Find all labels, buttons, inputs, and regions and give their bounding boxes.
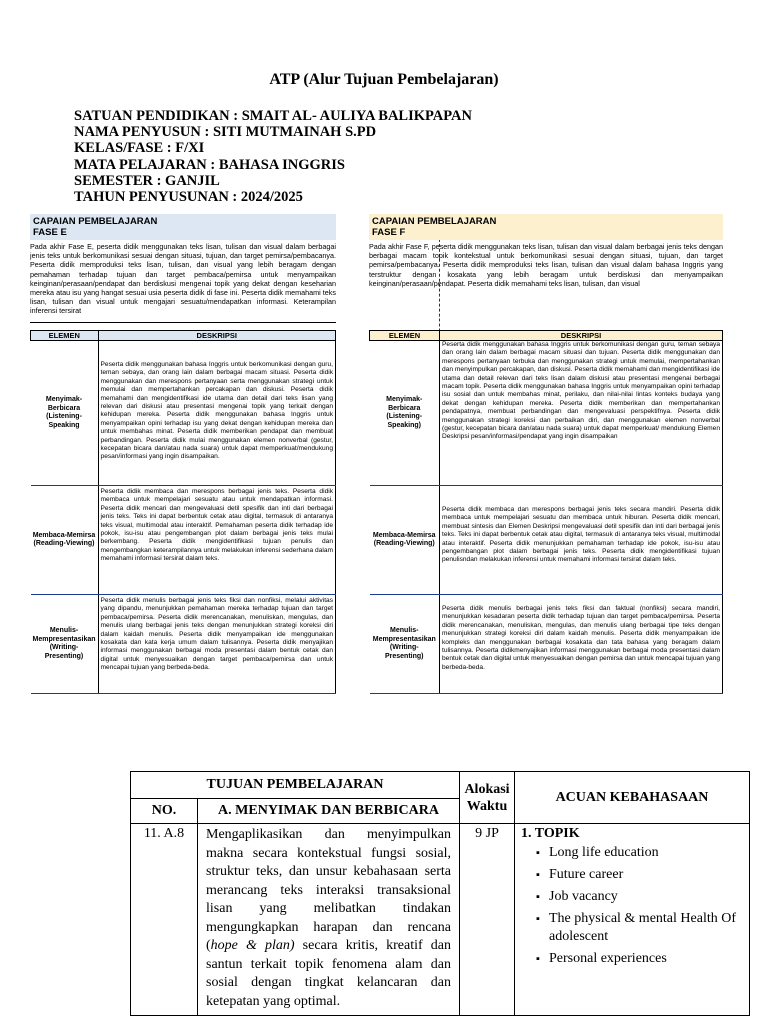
elemen-desc: Peserta didik menggunakan bahasa Inggris untuk berkomunikasi dengan guru, teman sebaya dan orang lain dalam berbagai macam situasi dan tujuan. Peserta didik menggunakan dan merespons pertanyaan terbuka dan menggunakan strategi untuk memulai, mempertahankan dan menyimpulkan percakapan, dan diskusi. Peserta didik memahami dan mengidentifikasi ide utama dan detail relevan dari teks lisan dalam diskusi atau presentasi mengenai berbagai macam topik. Peserta didik menggunakan bahasa Inggris untuk menyampaikan opini terhadap isu sosial dan untuk membahas minat, perilaku, dan nilai-nilai lintas konteks budaya yang dekat dengan kehidupan mereka. Peserta didik memberikan dan mempertahankan pendapatnya, membuat perbandingan dan mengevaluasi perspektifnya. Peserta didik menggunakan strategi koreksi dan perbaikan diri, dan menggunakan elemen nonverbal (gestur, kecepatan bicara dan/atau nada suara) untuk dapat memperkuat/ mendukung Elemen Deskripsi pesan/informasi/pendapat yang ingin disampaikan (440, 341, 723, 486)
alokasi-waktu: 9 JP (460, 824, 515, 1016)
acuan-cell (515, 824, 750, 1016)
list-item: ▪ Job vacancy (549, 888, 743, 906)
elemen-desc: Peserta didik menulis berbagai jenis teks fiksi dan nonfiksi, melalui aktivitas yang dipandu, menunjukkan pemahaman mereka terhadap tujuan dan target pembaca/pemirsa. Peserta didik merencanakan, menuliskan, mengulas, dan menulis ulang berbagai jenis teks dengan menunjukkan strategi koreksi diri dalam kaidah menulis. Peserta didik menyampaikan ide menggunakan kosakata dan kata kerja umum dalam tulisannya. Peserta didik menyajikan informasi menggunakan berbagai moda presentasi dalam bentuk cetak dan digital untuk menyesuaikan dengan target pembaca/pemirsa dan untuk mencapai tujuan yang berbeda-beda. (98, 595, 335, 694)
document-title: ATP (Alur Tujuan Pembelajaran) (269, 71, 499, 88)
topik-title: 1. TOPIK (521, 826, 580, 841)
table-row (131, 824, 750, 1016)
table-row (31, 486, 336, 595)
elemen-name: Menulis-Mempresentasikan (Writing-Presenting) (370, 595, 440, 694)
cp-fase-f-label: FASE F (372, 227, 406, 238)
cp-fase-f-text: Pada akhir Fase F, peserta didik menggunakan teks lisan, tulisan dan visual dalam berbagai jenis teks dengan berbagai macam topik kontekstual untuk berkomunikasi sesuai dengan situasi, tujuan, dan target pemirsa/pembacanya. Peserta didik memproduksi teks lisan, tulisan dan visual dalam bahasa Inggris yang terstruktur dengan kosakata yang lebih beragam untuk berdiskusi dan menyampaikan keinginan/perasaan/pendapat. Peserta didik memahami teks lisan, tulisan, dan visual (369, 242, 723, 288)
cp-fase-e-title: CAPAIAN PEMBELAJARAN (33, 216, 158, 227)
elemen-desc: Peserta didik membaca dan merespons berbagai jenis teks secara mandiri. Peserta didik membaca untuk mempelajari sesuatu dan membaca untuk hiburan. Peserta didik mencari, membuat sintesis dan Elemen Deskripsi mengevaluasi detil spesifik dan inti dari berbagai jenis teks. Teks ini dapat berbentuk cetak atau digital, termasuk di antaranya teks visual, multimodal atau interaktif. Peserta didik menunjukkan pemahaman terhadap ide pokok, isu-isu atau pengembangan plot dalam berbagai jenis teks. Peserta didik mengidentifikasi tujuan penulisndan melakukan inferensi untuk memahami informasi tersirat dalam teks. (440, 486, 723, 595)
deskripsi-header: DESKRIPSI (440, 331, 723, 341)
cp-fase-e-label: FASE E (33, 227, 67, 238)
elemen-name: Membaca-Memirsa (Reading-Viewing) (31, 486, 99, 595)
elemen-desc: Peserta didik menggunakan bahasa Inggris untuk berkomunikasi dengan guru, teman sebaya, dan orang lain dalam berbagai macam situasi. Peserta didik menggunakan dan merespons pertanyaan serta menggunakan strategi untuk memulai dan mempertahankan percakapan dan diskusi. Peserta didik memahami dan mengidentifikasi ide utama dan detail dari teks lisan yang relevan dari diskusi atau presentasi mengenai topik yang terkait dengan kehidupan mereka. Peserta didik menggunakan bahasa Inggris untuk menyampaikan opini terhadap isu yang dekat dengan kehidupan mereka dan untuk membahas minat. Peserta didik memberikan pendapat dan membuat perbandingan. Peserta didik mulai menggunakan elemen nonverbal (gestur, kecepatan bicara dan/atau nada suara) untuk dapat memperkuat/mendukung pesan/informasi yang ingin disampaikan. (98, 341, 335, 486)
elemen-name: Menyimak-Berbicara (Listening-Speaking (31, 341, 99, 486)
elemen-header: ELEMEN (31, 331, 99, 341)
list-item: ▪ Personal experiences (549, 950, 743, 968)
tujuan-pembelajaran-table (130, 771, 750, 1016)
table-row (31, 341, 336, 486)
cp-fase-f-title: CAPAIAN PEMBELAJARAN (372, 216, 497, 227)
table-row (31, 595, 336, 694)
cp-fase-e-text: Pada akhir Fase E, peserta didik menggunakan teks lisan, tulisan dan visual dalam berbagai jenis teks untuk berkomunikasi sesuai dengan situasi, tujuan, dan target pemirsa/pembacanya. Peserta didik memproduksi teks lisan, tulisan, dan visual yang lebih beragam dengan pemahaman terhadap tujuan dan target pembaca/pemirsa untuk menyampaikan keinginan/perasaan/pendapat dan berdiskusi mengenai topik yang dekat dengan keseharian mereka atau isu yang hangat sesuai usia peserta didik di fase ini. Peserta didik memahami teks lisan, tulisan dan visual untuk mengajari sesuatu/mendapatkan informasi. Keterampilan inferensi tersirat (30, 242, 336, 323)
no-header: NO. (131, 799, 198, 824)
info-tahun-penyusunan: TAHUN PENYUSUNAN : 2024/2025 (74, 189, 303, 206)
table-row (370, 486, 723, 595)
elemen-name: Membaca-Memirsa (Reading-Viewing) (370, 486, 440, 595)
tujuan-header: TUJUAN PEMBELAJARAN (131, 772, 460, 799)
tujuan-desc-text-end: secara kritis, kreatif dan santun terkait topik fenomena alam dan sosial dengan tingkat kelancaran dan ketepatan yang optimal. (206, 938, 452, 1009)
tujuan-desc-text: Mengaplikasikan dan menyimpulkan makna secara kontekstual fungsi sosial, struktur teks, dan unsur kebahasaan serta merancang teks interaksi transaksional lisan yang melibatkan tindakan mengungkapkan harapan dan rencana ( (206, 827, 451, 953)
elemen-name: Menulis-Mempresentasikan (Writing-Presenting) (31, 595, 99, 694)
topik-list (521, 844, 743, 968)
info-mata-pelajaran: MATA PELAJARAN : BAHASA INGGRIS (74, 156, 345, 173)
section-header: A. MENYIMAK DAN BERBICARA (198, 799, 460, 824)
info-semester: SEMESTER : GANJIL (74, 172, 220, 189)
tujuan-desc-italic: hope & plan) (210, 938, 295, 953)
list-item: ▪ Future career (549, 866, 743, 884)
info-satuan-pendidikan: SATUAN PENDIDIKAN : SMAIT AL- AULIYA BALIKPAPAN (74, 108, 472, 124)
alokasi-header: Alokasi Waktu (460, 772, 515, 824)
info-kelas-fase: KELAS/FASE : F/XI (74, 140, 205, 157)
cp-fase-f-header (369, 214, 723, 240)
cp-fase-e-header (30, 214, 336, 240)
list-item: ▪ The physical & mental Health Of adolescent (549, 910, 743, 946)
elemen-desc: Peserta didik membaca dan merespons berbagai jenis teks. Peserta didik membaca untuk mempelajari sesuatu atau untuk mendapatkan informasi. Peserta didik mencari dan mengevaluasi detil spesifik dan inti dari berbagai jenis teks. Teks ini dapat berbentuk cetak atau digital, termasuk di antaranya teks visual, multimodal atau interaktif. Pemahaman peserta didik terhadap ide pokok, isu-isu atau pengembangan plot dalam berbagai jenis teks mulai berkembang. Peserta didik mengidentifikasi tujuan penulis dan mengembangkan keterampilannya untuk melakukan inferensi sederhana dalam memahami informasi tersirat dalam teks. (98, 486, 335, 595)
elemen-header: ELEMEN (370, 331, 440, 341)
elemen-table-fase-f (369, 330, 723, 694)
elemen-name: Menyimak-Berbicara (Listening-Speaking) (370, 341, 440, 486)
table-row (370, 341, 723, 486)
tujuan-desc (198, 824, 460, 1016)
list-item: ▪ Long life education (549, 844, 743, 862)
deskripsi-header: DESKRIPSI (98, 331, 335, 341)
elemen-desc: Peserta didik menulis berbagai jenis teks fiksi dan faktual (nonfiksi) secara mandiri, menunjukkan kesadaran peserta didik terhadap tujuan dan target pembaca/pemirsa. Peserta didik merencanakan, menuliskan, mengulas, dan menulis ulang berbagai tipe teks dengan menunjukkan strategi koreksi diri dalam kaidah menulis. Peserta didik menyampaikan ide kompleks dan menggunakan berbagai kosakata dan tata bahasa yang beragam dalam tulisannya. Peserta didikmenyajikan informasi menggunakan berbagai moda presentasi dalam bentuk cetak dan digital untuk menyesuaikan dengan pemirsa dan untuk mencapai tujuan yang berbeda-beda. (440, 595, 723, 694)
info-nama-penyusun: NAMA PENYUSUN : SITI MUTMAINAH S.PD (74, 124, 377, 141)
elemen-table-fase-e (30, 330, 336, 694)
table-row (370, 595, 723, 694)
acuan-header: ACUAN KEBAHASAAN (515, 772, 750, 824)
row-number: 11. A.8 (131, 824, 198, 1016)
school-info (74, 108, 472, 205)
